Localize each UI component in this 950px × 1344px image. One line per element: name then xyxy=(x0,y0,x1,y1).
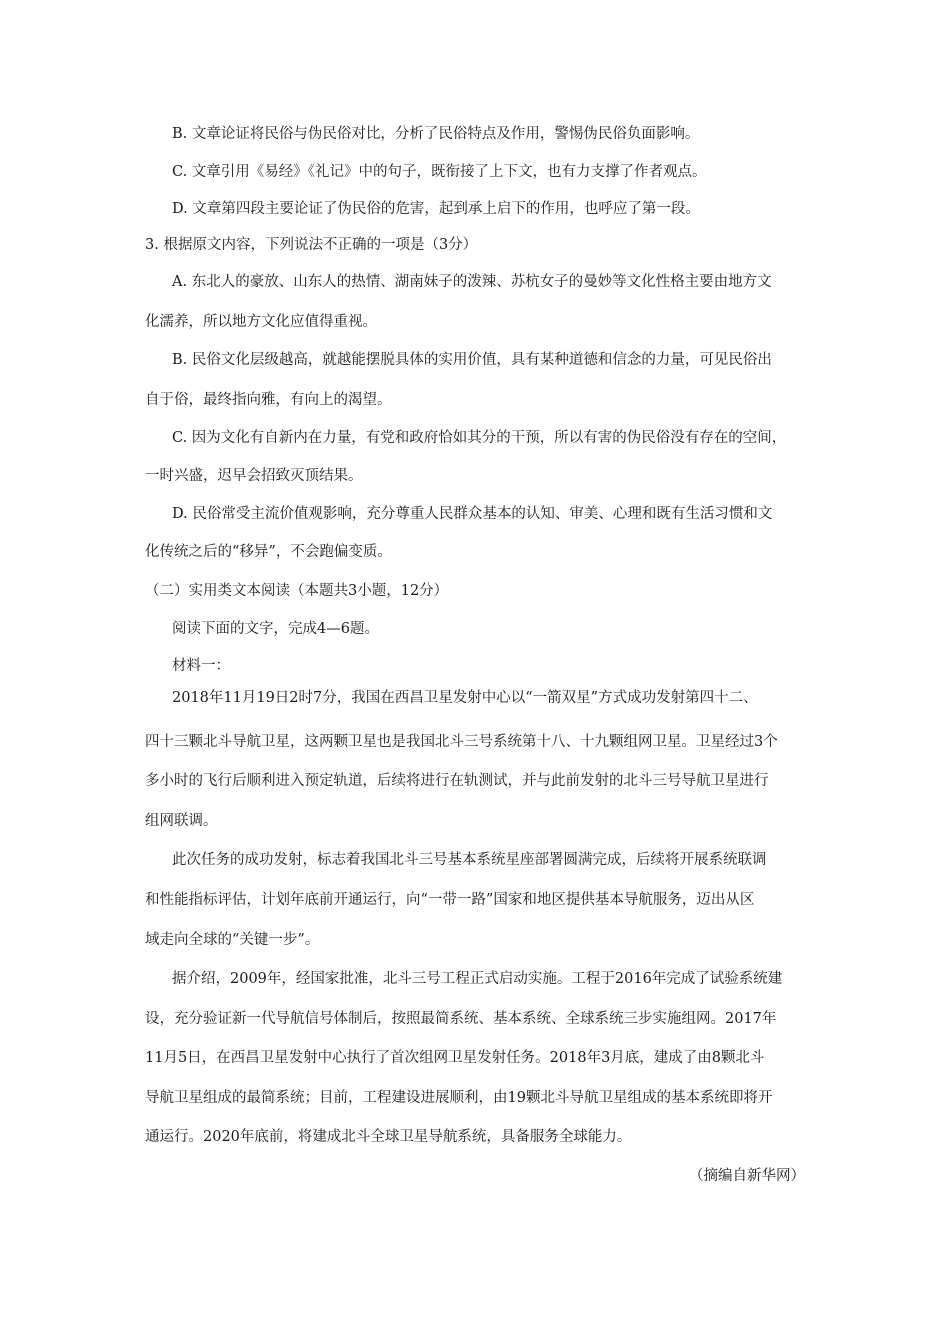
para1-line2: 四十三颗北斗导航卫星，这两颗卫星也是我国北斗三号系统第十八、十九颗组网卫星。卫星经过3个 xyxy=(145,734,778,750)
q2-option-c: C. 文章引用《易经》《礼记》中的句子，既衔接了上下文，也有力支撑了作者观点。 xyxy=(172,164,707,180)
q3-option-c-line2: 一时兴盛，迟早会招致灭顶结果。 xyxy=(145,468,363,484)
para1-line1: 2018年11月19日2时7分，我国在西昌卫星发射中心以“一箭双星”方式成功发射第四十二、 xyxy=(172,690,758,706)
para3-line2: 设，充分验证新一代导航信号体制后，按照最简系统、基本系统、全球系统三步实施组网。2017年 xyxy=(145,1011,777,1027)
q3-option-a-line2: 化濡养，所以地方文化应值得重视。 xyxy=(145,314,377,330)
para2-line1: 此次任务的成功发射，标志着我国北斗三号基本系统星座部署圆满完成，后续将开展系统联调 xyxy=(172,852,767,868)
q3-option-d-line2: 化传统之后的“移异”，不会跑偏变质。 xyxy=(145,544,392,560)
para1-line3: 多小时的飞行后顺利进入预定轨道，后续将进行在轨测试，并与此前发射的北斗三号导航卫星进行 xyxy=(145,773,769,789)
q3-option-d-line1: D. 民俗常受主流价值观影响，充分尊重人民群众基本的认知、审美、心理和既有生活习惯和文 xyxy=(172,506,773,522)
para3-line3: 11月5日，在西昌卫星发射中心执行了首次组网卫星发射任务。2018年3月底，建成了由8颗北斗 xyxy=(145,1050,765,1066)
source-attribution: （摘编自新华网） xyxy=(689,1168,805,1184)
q2-option-b: B. 文章论证将民俗与伪民俗对比，分析了民俗特点及作用，警惕伪民俗负面影响。 xyxy=(172,126,700,142)
para3-line4: 导航卫星组成的最简系统；目前，工程建设进展顺利，由19颗北斗导航卫星组成的基本系统即将开 xyxy=(145,1090,773,1106)
reading-instruction: 阅读下面的文字，完成4—6题。 xyxy=(172,621,379,637)
para3-line5: 通运行。2020年底前，将建成北斗全球卫星导航系统，具备服务全球能力。 xyxy=(145,1129,632,1145)
para1-line4: 组网联调。 xyxy=(145,813,218,829)
para3-line1: 据介绍，2009年，经国家批准，北斗三号工程正式启动实施。工程于2016年完成了试验系统建 xyxy=(172,971,783,987)
material-label: 材料一： xyxy=(172,658,230,674)
q3-option-b-line1: B. 民俗文化层级越高，就越能摆脱具体的实用价值，具有某种道德和信念的力量，可见民俗出 xyxy=(172,352,772,368)
q3-option-b-line2: 自于俗，最终指向雅，有向上的渴望。 xyxy=(145,392,392,408)
q3-stem: 3. 根据原文内容，下列说法不正确的一项是（3分） xyxy=(145,237,478,253)
q3-option-a-line1: A. 东北人的豪放、山东人的热情、湖南妹子的泼辣、苏杭女子的曼妙等文化性格主要由地方文 xyxy=(172,274,772,290)
q2-option-d: D. 文章第四段主要论证了伪民俗的危害，起到承上启下的作用，也呼应了第一段。 xyxy=(172,201,700,217)
q3-option-c-line1: C. 因为文化有自新内在力量，有党和政府恰如其分的干预，所以有害的伪民俗没有存在的空间， xyxy=(172,430,787,446)
section-heading: （二）实用类文本阅读（本题共3小题，12分） xyxy=(145,583,449,599)
para2-line2: 和性能指标评估，计划年底前开通运行，向“一带一路”国家和地区提供基本导航服务，迈出从区 xyxy=(145,892,755,908)
para2-line3: 域走向全球的“关键一步”。 xyxy=(145,932,320,948)
